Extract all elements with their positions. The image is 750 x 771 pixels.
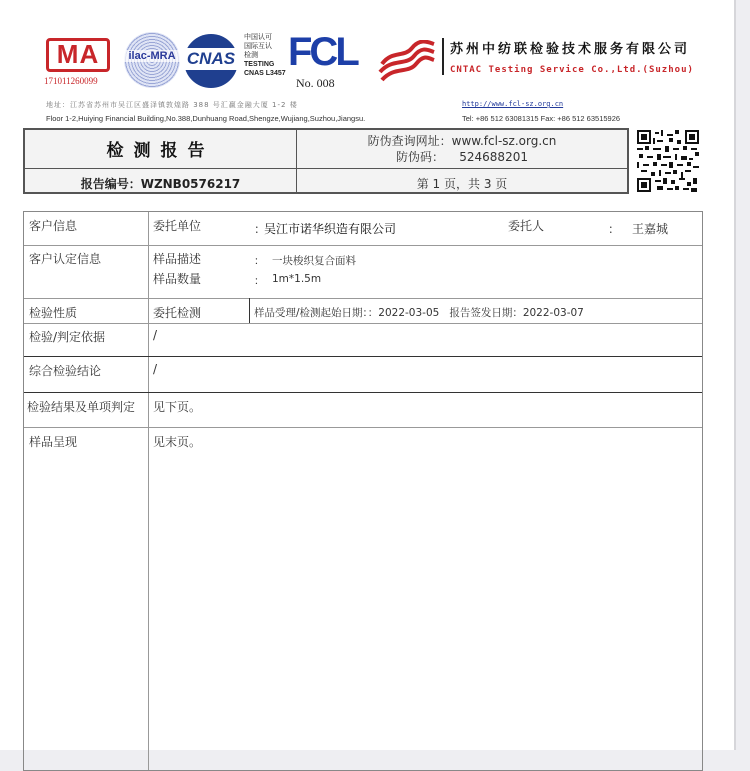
company-name-en: CNTAC Testing Service Co.,Ltd.(Suzhou) — [450, 65, 694, 75]
client-info-label: 客户信息 — [29, 219, 78, 233]
client-confirmed-label: 客户认定信息 — [29, 252, 102, 266]
appearance-value: 见末页。 — [153, 435, 202, 449]
fcl-logo: FCL No. 008 — [288, 30, 357, 90]
company-name-block — [442, 38, 694, 75]
cma-logo: MA 171011260099 — [46, 38, 112, 88]
basis-label: 检验/判定依据 — [29, 330, 106, 344]
page-info: 第 1 页，共 3 页 — [416, 177, 508, 191]
results-value: 见下页。 — [153, 400, 202, 414]
entrust-unit-label: 委托单位 — [153, 219, 202, 233]
ilac-mra-logo: ilac-MRA — [124, 32, 180, 88]
inspection-type-value: 委托检测 — [153, 306, 202, 320]
conclusion-label: 综合检验结论 — [29, 364, 102, 378]
basis-value: / — [153, 328, 158, 342]
sample-desc-label: 样品描述 — [153, 252, 202, 266]
appearance-label: 样品呈现 — [29, 435, 78, 449]
tel-fax: Tel: +86 512 63081315 Fax: +86 512 63515926 — [462, 114, 621, 123]
sample-desc-value: 一块梭织复合面料 — [272, 255, 356, 267]
verify-code: 防伪码： 524688201 — [396, 150, 528, 164]
report-title: 检测报告 — [106, 141, 215, 161]
report-header-box — [23, 128, 629, 194]
cnas-logo: CNAS — [184, 34, 238, 88]
website-link[interactable]: http://www.fcl-sz.org.cn — [462, 100, 564, 108]
sample-qty-value: 1m*1.5m — [272, 273, 322, 285]
entrust-unit-value: 吴江市诺华织造有限公司 — [264, 222, 397, 236]
fcl-number: No. 008 — [296, 76, 335, 90]
cntac-wave-logo-icon — [378, 40, 436, 84]
cma-number: 171011260099 — [44, 76, 98, 86]
entrust-person-label: 委托人 — [508, 219, 545, 233]
entrust-person-value: 王嘉城 — [632, 222, 669, 236]
report-details-table: 客户信息 委托单位 ： 吴江市诺华织造有限公司 委托人 ： 王嘉城 客户认定信息 样品描述 ： 一块梭织复合面料 样品数量 ： 1m*1.5m 检验性质 委托检测 样品受理/检测起始日期：：2022-03-05 报告签发日期：2022-03-07 检验/判定依据 / 综合检验结论 / 检验结果及单项判定 见下页。 样品呈现 见末页。 — [23, 211, 703, 771]
conclusion-value: / — [153, 362, 158, 376]
report-number: 报告编号：WZNB0576217 — [80, 177, 241, 191]
address-en: Floor 1-2,Huiying Financial Building,No.388,Dunhuang Road,Shengze,Wujiang,Suzhou,Jiangsu. — [46, 114, 366, 123]
cnas-accreditation-text: 中国认可 国际互认 检测 TESTING CNAS L3457 — [244, 34, 286, 77]
dates-text: 样品受理/检测起始日期：：2022-03-05 报告签发日期：2022-03-07 — [254, 307, 584, 319]
anti-counterfeit-info — [297, 133, 627, 165]
inspection-type-label: 检验性质 — [29, 306, 78, 320]
verify-url: 防伪查询网址：www.fcl-sz.org.cn — [367, 134, 557, 148]
qr-code-icon[interactable] — [637, 130, 699, 192]
address-cn: 地址：江苏省苏州市吴江区盛泽镇敦煌路 388 号汇赢金融大厦 1-2 楼 — [46, 101, 298, 109]
results-label: 检验结果及单项判定 — [27, 400, 136, 414]
sample-qty-label: 样品数量 — [153, 272, 202, 286]
company-name-cn: 苏州中纺联检验技术服务有限公司 — [450, 42, 691, 57]
